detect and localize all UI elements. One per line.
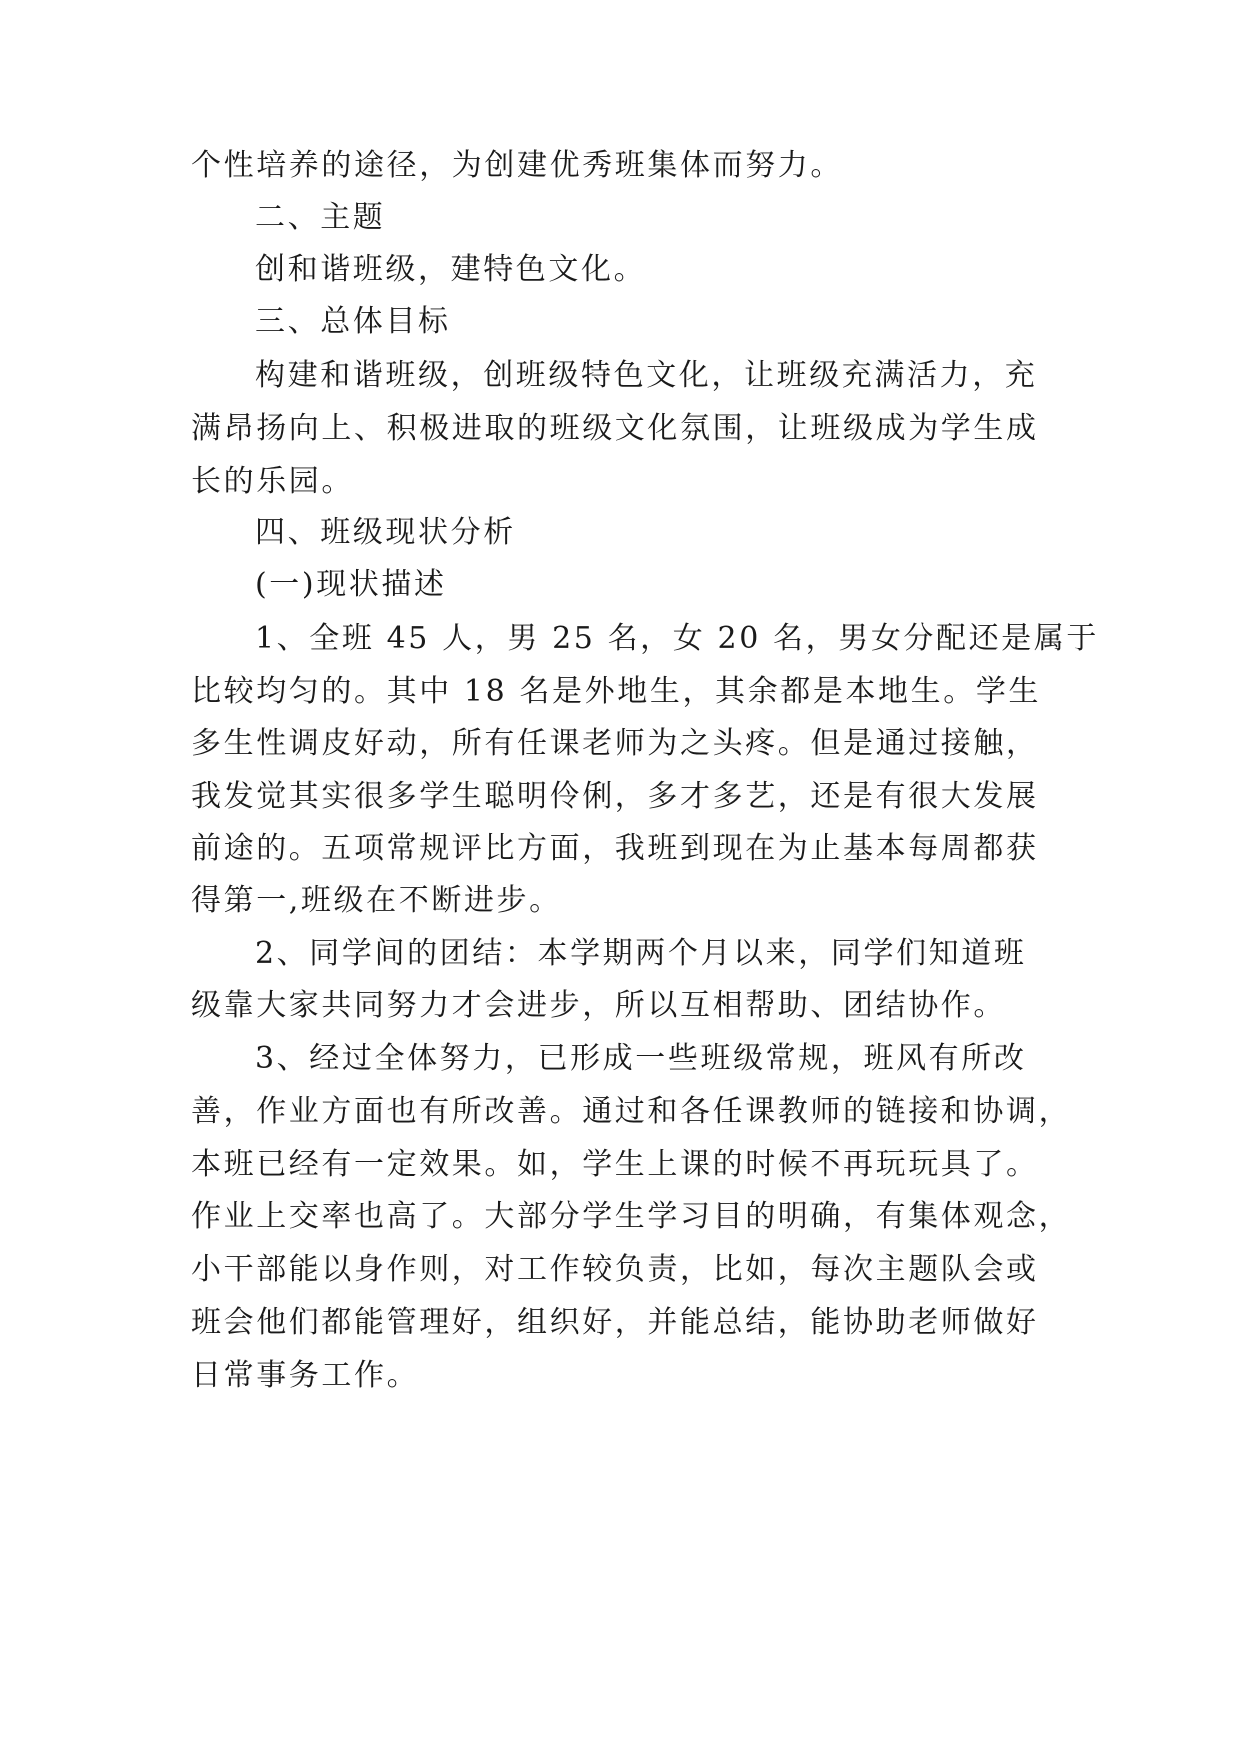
text-line: 2、同学间的团结：本学期两个月以来，同学们知道班 xyxy=(255,936,1027,971)
text-line: 比较均匀的。其中 18 名是外地生，其余都是本地生。学生 xyxy=(191,674,1042,709)
subsection-heading: (一)现状描述 xyxy=(255,567,447,602)
text-line: 日常事务工作。 xyxy=(191,1358,420,1393)
text-line: 小干部能以身作则，对工作较负责，比如，每次主题队会或 xyxy=(191,1252,1039,1287)
text-line: 创和谐班级，建特色文化。 xyxy=(255,252,647,287)
text-line: 满昂扬向上、积极进取的班级文化氛围，让班级成为学生成 xyxy=(191,411,1039,446)
text-line: 构建和谐班级，创班级特色文化，让班级充满活力，充 xyxy=(255,358,1038,393)
text-line: 1、全班 45 人，男 25 名，女 20 名，男女分配还是属于 xyxy=(255,621,1100,656)
text-line: 本班已经有一定效果。如，学生上课的时候不再玩玩具了。 xyxy=(191,1147,1039,1182)
text-line: 多生性调皮好动，所有任课老师为之头疼。但是通过接触， xyxy=(191,726,1039,761)
text-line: 个性培养的途径，为创建优秀班集体而努力。 xyxy=(191,148,843,183)
text-line: 级靠大家共同努力才会进步，所以互相帮助、团结协作。 xyxy=(191,988,1006,1023)
text-line: 得第一,班级在不断进步。 xyxy=(191,883,562,918)
text-line: 善，作业方面也有所改善。通过和各任课教师的链接和协调， xyxy=(191,1094,1072,1129)
section-heading: 四、班级现状分析 xyxy=(255,515,516,550)
section-heading: 二、主题 xyxy=(255,200,386,235)
text-line: 作业上交率也高了。大部分学生学习目的明确，有集体观念， xyxy=(191,1199,1072,1234)
section-heading: 三、总体目标 xyxy=(255,304,451,339)
text-line: 长的乐园。 xyxy=(191,464,354,499)
text-line: 3、经过全体努力，已形成一些班级常规，班风有所改 xyxy=(255,1041,1027,1076)
text-line: 前途的。五项常规评比方面，我班到现在为止基本每周都获 xyxy=(191,831,1039,866)
text-line: 班会他们都能管理好，组织好，并能总结，能协助老师做好 xyxy=(191,1305,1039,1340)
text-line: 我发觉其实很多学生聪明伶俐，多才多艺，还是有很大发展 xyxy=(191,779,1039,814)
